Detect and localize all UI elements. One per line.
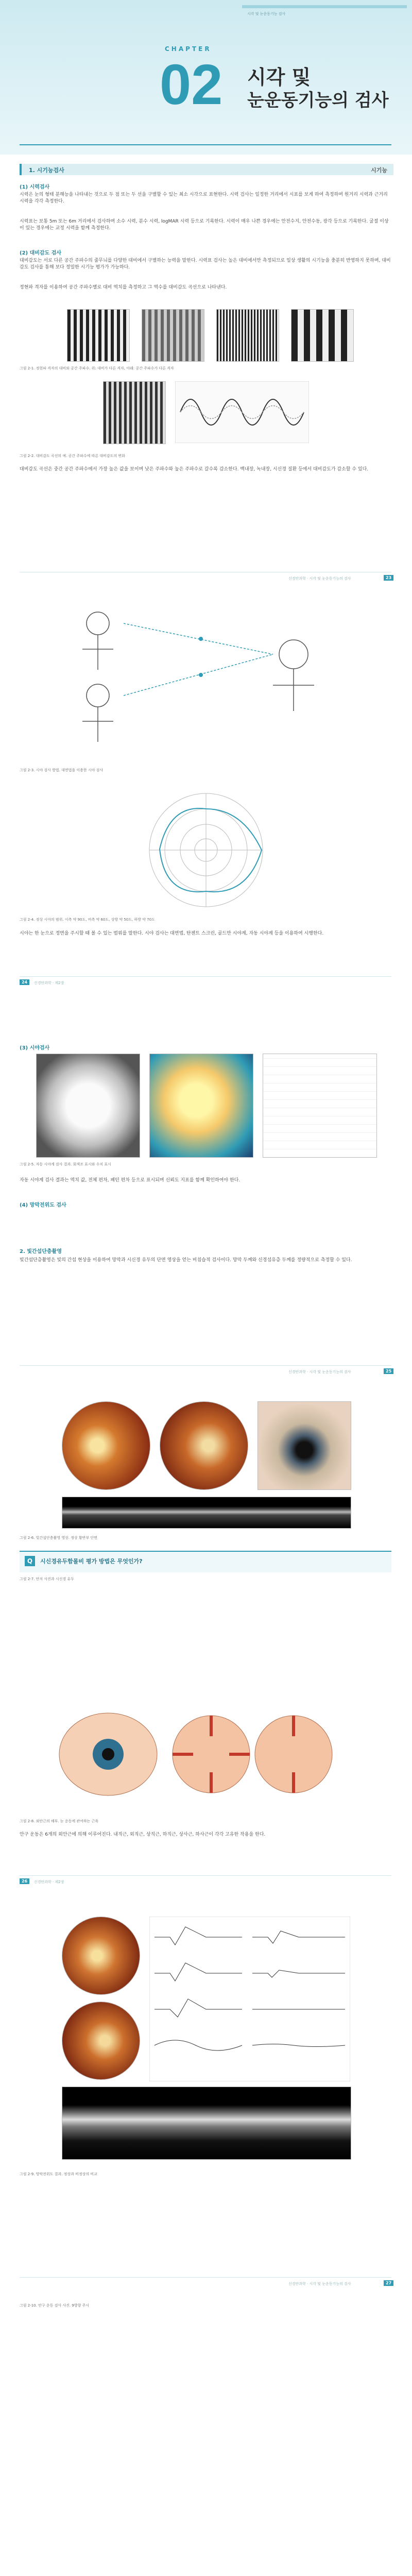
figure-caption: 그림 2-3. 시야 검사 방법. 대면법을 이용한 시야 검사 bbox=[20, 768, 104, 772]
subhead-visual-acuity: (1) 시력검사 bbox=[20, 184, 50, 190]
subhead-visual-field: (3) 시야검사 bbox=[20, 1045, 50, 1051]
chapter-title-line1: 시각 및 bbox=[247, 66, 311, 89]
figure-caption: 그림 2-5. 자동 시야계 검사 결과. 회색조 표시와 수치 표시 bbox=[20, 1162, 111, 1166]
paragraph: 시야는 한 눈으로 정면을 주시할 때 볼 수 있는 범위를 말한다. 시야 검사는 대면법, 탄젠트 스크린, 골드만 시야계, 자동 시야계 등을 이용하여 시행한다. bbox=[20, 931, 324, 936]
chapter-title-line2: 눈운동기능의 검사 bbox=[247, 90, 389, 111]
figure-caption: 그림 2-1. 정현파 격자의 대비와 공간 주파수. 위: 대비가 다른 격자, 아래: 공간 주파수가 다른 격자 bbox=[20, 366, 174, 370]
visual-field-chart bbox=[134, 788, 278, 912]
question-tag: Q bbox=[25, 1556, 35, 1566]
paragraph: 대비감도는 서로 다른 공간 주파수의 줄무늬를 다양한 대비에서 구별하는 능력을 말한다. 시력표 검사는 높은 대비에서만 측정되므로 일상 생활의 시기능을 충분히 반영하지 못하며, 대비감도 검사를 통해 보다 정밀한 시기능 평가가 가능하다. bbox=[20, 258, 391, 270]
footer-text: 신경안과학 · 제2장 bbox=[34, 981, 64, 985]
paragraph: 정현파 격자를 이용하여 공간 주파수별로 대비 역치를 측정하고 그 역수를 대비감도 곡선으로 나타낸다. bbox=[20, 285, 227, 290]
eom-illustration bbox=[46, 1695, 366, 1814]
section-bar-right: 시기능 bbox=[371, 167, 387, 174]
chapter-label: CHAPTER bbox=[165, 45, 212, 53]
header-divider bbox=[20, 144, 391, 145]
paragraph: 시력은 눈의 형태 분해능을 나타내는 것으로 두 점 또는 두 선을 구별할 수 있는 최소 시각으로 표현한다. 시력 검사는 일정한 거리에서 시표를 보게 하여 측정하며 원거리 시력과 근거리 시력을 각각 측정한다. bbox=[20, 192, 388, 204]
figure-perimetry bbox=[36, 1054, 376, 1157]
figure-sinewave bbox=[103, 381, 309, 448]
figure-caption: 그림 2-7. 안저 사진과 시신경 유두 bbox=[20, 1577, 74, 1581]
perimetry-grayscale bbox=[36, 1054, 140, 1158]
figure-caption: 그림 2-9. 망막전위도 결과. 정상과 비정상의 비교 bbox=[20, 2172, 97, 2176]
page-number: 25 bbox=[384, 1368, 393, 1374]
figure-caption: 그림 2-2. 대비감도 곡선의 예. 공간 주파수에 따른 대비감도의 변화 bbox=[20, 454, 125, 458]
footer-text: 신경안과학 · 시각 및 눈운동기능의 검사 bbox=[288, 1370, 351, 1374]
subhead-oct: 2. 빛간섭단층촬영 bbox=[20, 1249, 62, 1255]
section-bar-title: 1. 시기능검사 bbox=[29, 167, 64, 174]
page-number: 24 bbox=[20, 979, 29, 985]
footer-text: 신경안과학 · 시각 및 눈운동기능의 검사 bbox=[288, 577, 351, 581]
grating-image bbox=[216, 309, 279, 362]
subhead-contrast: (2) 대비감도 검사 bbox=[20, 250, 62, 256]
footer-line bbox=[20, 976, 391, 977]
top-note: 시각 및 눈운동기능 검사 bbox=[247, 12, 286, 16]
figure-caption: 그림 2-6. 빛간섭단층촬영 영상. 정상 황반부 단면 bbox=[20, 1536, 97, 1540]
figure-eom bbox=[46, 1695, 366, 1814]
anterior-eye-photo bbox=[258, 1401, 351, 1490]
footer-text: 신경안과학 · 제2장 bbox=[34, 1880, 64, 1884]
paragraph: 빛간섭단층촬영은 빛의 간섭 현상을 이용하여 망막과 시신경 유두의 단면 영상을 얻는 비침습적 검사이다. 망막 두께와 신경섬유층 두께를 정량적으로 측정할 수 있다. bbox=[20, 1258, 352, 1263]
figure-caption: 그림 2-8. 외안근의 해부. 눈 운동에 관여하는 근육 bbox=[20, 1819, 99, 1823]
paragraph: 안구 운동은 6개의 외안근에 의해 이루어진다. 내직근, 외직근, 상직근, 하직근, 상사근, 하사근이 각각 고유한 작용을 한다. bbox=[20, 1832, 266, 1837]
confrontation-illustration bbox=[46, 592, 366, 762]
erg-waveforms bbox=[149, 1917, 350, 2081]
oct-scan bbox=[62, 2087, 351, 2160]
page-number: 27 bbox=[384, 2280, 393, 2286]
footer-text: 신경안과학 · 시각 및 눈운동기능의 검사 bbox=[288, 2282, 351, 2286]
fundus-photo bbox=[160, 1401, 248, 1490]
figure-caption: 그림 2-4. 정상 시야의 범위. 이측 약 90도, 비측 약 60도, 상방 약 50도, 하방 약 70도 bbox=[20, 918, 155, 922]
fundus-photo bbox=[62, 1401, 150, 1490]
footer-line bbox=[20, 1875, 391, 1876]
header-decoration bbox=[242, 5, 407, 8]
chapter-number: 02 bbox=[160, 53, 223, 116]
sine-wave-plot bbox=[175, 381, 309, 443]
perimetry-numeric-map bbox=[263, 1054, 377, 1158]
oct-scan bbox=[62, 1497, 351, 1529]
fundus-photo bbox=[62, 1917, 140, 1995]
figure-caption: 그림 2-10. 안구 운동 검사 사진. 9방향 주시 bbox=[20, 2303, 90, 2308]
grating-image bbox=[142, 309, 204, 362]
paragraph: 대비감도 곡선은 중간 공간 주파수에서 가장 높은 값을 보이며 낮은 주파수와 높은 주파수로 갈수록 감소한다. 백내장, 녹내장, 시신경 질환 등에서 대비감도가 감소할 수 있다. bbox=[20, 467, 369, 472]
figure-erg bbox=[62, 1917, 350, 2164]
grating-image bbox=[67, 309, 130, 362]
question-text: 시신경유두함몰비 평가 방법은 무엇인가? bbox=[40, 1558, 143, 1565]
perimetry-color-map bbox=[149, 1054, 253, 1158]
question-box bbox=[20, 1551, 391, 1572]
footer-line bbox=[20, 2277, 391, 2278]
fundus-photo bbox=[62, 2002, 140, 2080]
figure-gratings bbox=[67, 309, 355, 361]
grating-image bbox=[291, 309, 354, 362]
figure-visual-field bbox=[134, 788, 278, 912]
grating-image bbox=[103, 381, 166, 444]
footer-line bbox=[20, 1365, 391, 1366]
figure-fundus bbox=[62, 1401, 350, 1530]
subhead-erg: (4) 망막전위도 검사 bbox=[20, 1202, 66, 1208]
section-bar-visual-function bbox=[20, 164, 393, 175]
figure-confrontation bbox=[46, 592, 366, 762]
page-number: 26 bbox=[20, 1878, 29, 1884]
paragraph: 자동 시야계 검사 결과는 역치 값, 전체 편차, 패턴 편차 등으로 표시되며 신뢰도 지표를 함께 확인하여야 한다. bbox=[20, 1178, 241, 1183]
page-number: 23 bbox=[384, 575, 393, 581]
paragraph: 시력표는 보통 5m 또는 6m 거리에서 검사하며 소수 시력, 분수 시력, logMAR 시력 등으로 기록한다. 시력이 매우 나쁜 경우에는 안전수지, 안전수동, 광각 등으로 기록한다. 굴절 이상이 있는 경우에는 교정 시력을 함께 측정한다. bbox=[20, 219, 389, 231]
